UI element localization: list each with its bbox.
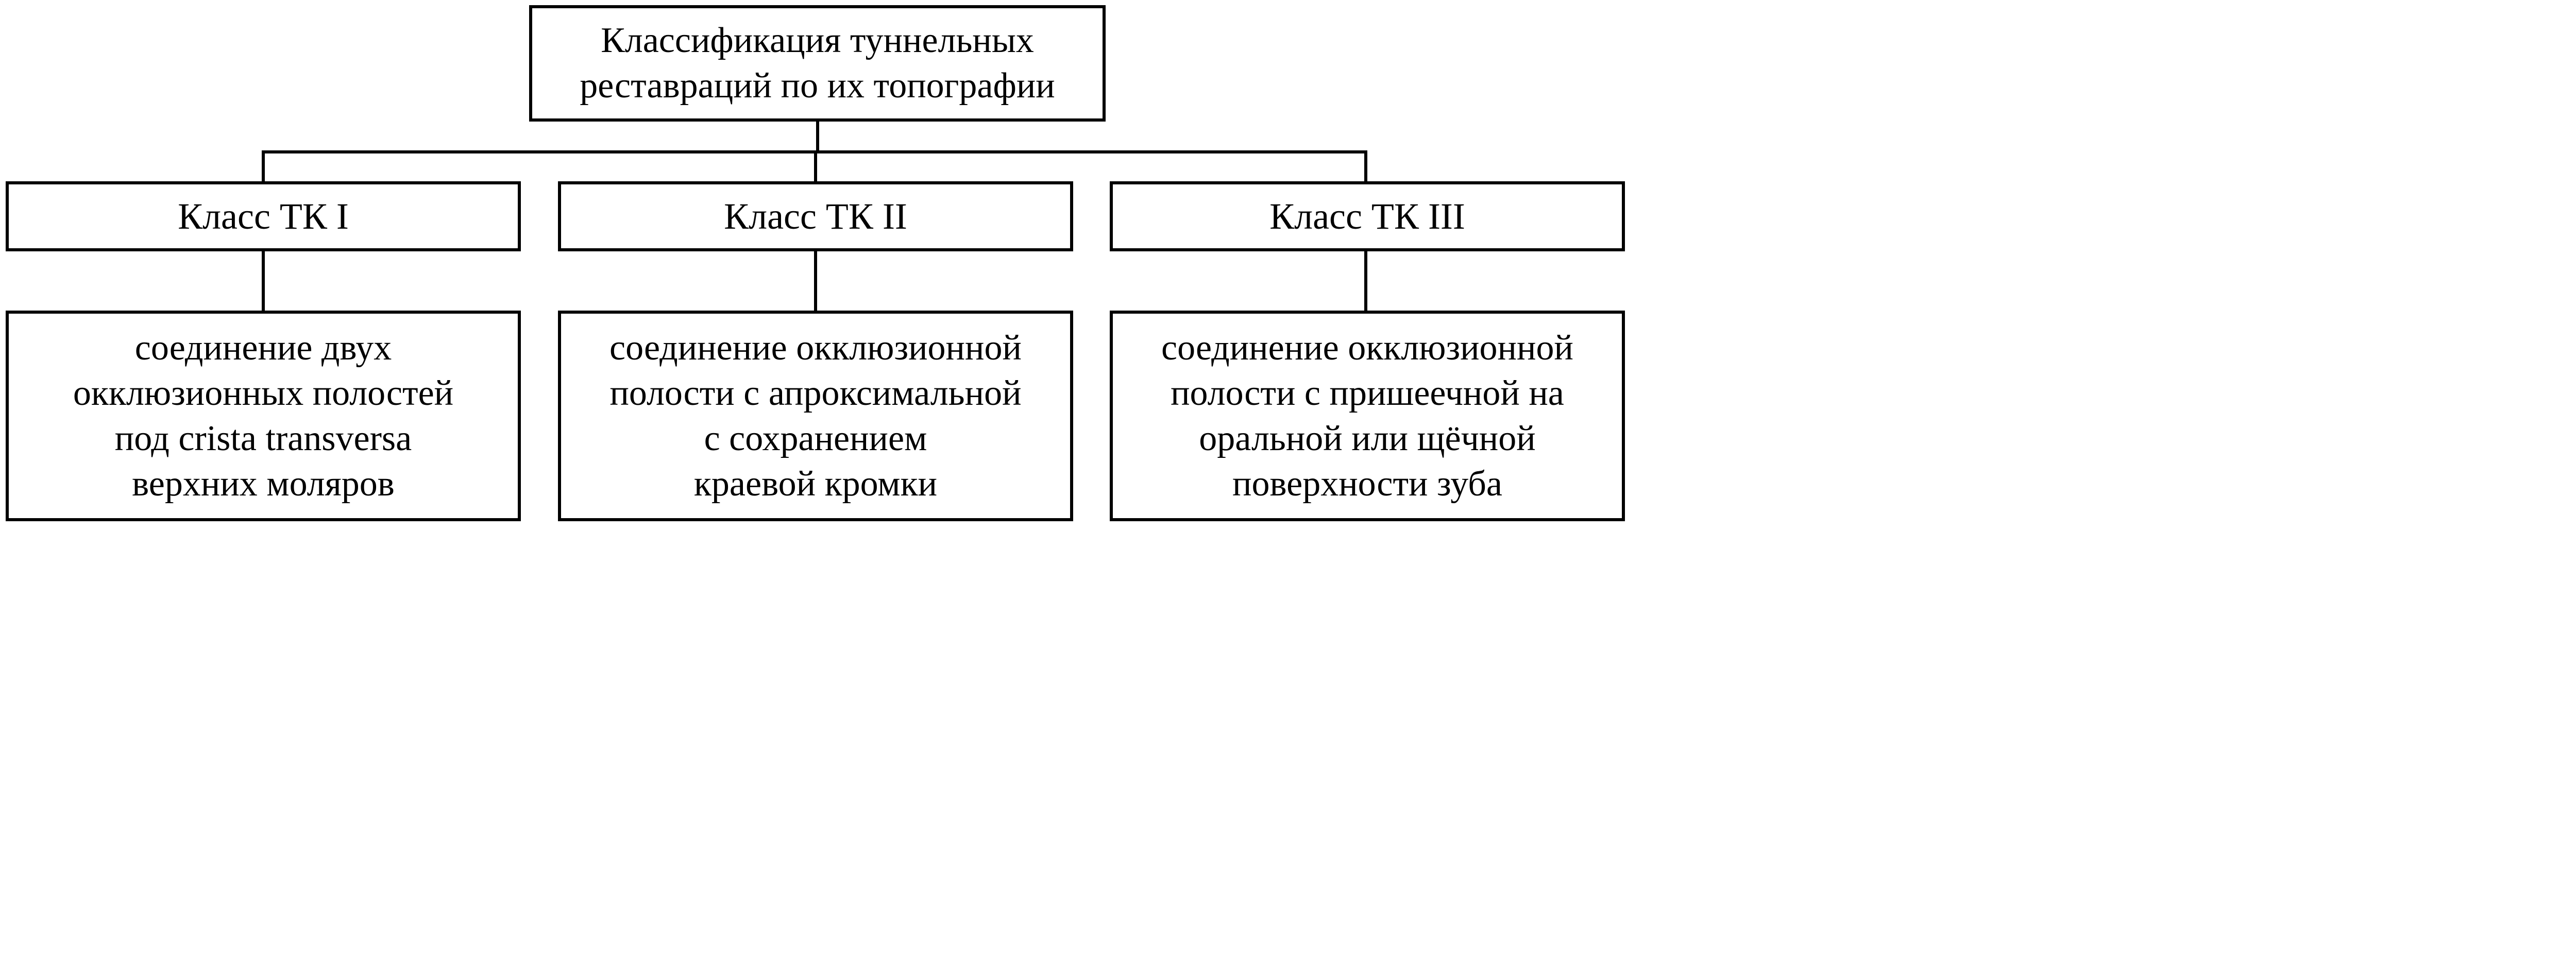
connector-class-3-up — [1364, 150, 1367, 182]
class-2-description: соединение окклюзионной полости с апроксимальной с сохранением краевой кромки — [609, 328, 1022, 504]
connector-class-1-down — [262, 250, 265, 312]
connector-root-down — [816, 122, 819, 152]
class-3-description: соединение окклюзионной полости с пришеечной на оральной или щёчной поверхности зуба — [1161, 328, 1573, 504]
class-1-box — [6, 181, 521, 251]
class-1-label: Класс ТК I — [178, 195, 349, 237]
connector-class-1-up — [262, 150, 265, 182]
class-1-description: соединение двух окклюзионных полостей под crista transversa верхних моляров — [73, 328, 454, 504]
class-3-description-box — [1110, 311, 1625, 521]
class-1-description-box — [6, 311, 521, 521]
connector-class-2-up — [814, 150, 817, 182]
class-2-label: Класс ТК II — [724, 195, 907, 237]
class-3-box — [1110, 181, 1625, 251]
class-2-box — [558, 181, 1073, 251]
class-3-label: Класс ТК III — [1269, 195, 1465, 237]
connector-class-2-down — [814, 250, 817, 312]
root-box — [529, 5, 1106, 122]
root-label: Классификация туннельных реставраций по их топографии — [580, 21, 1055, 106]
connector-class-3-down — [1364, 250, 1367, 312]
class-2-description-box — [558, 311, 1073, 521]
